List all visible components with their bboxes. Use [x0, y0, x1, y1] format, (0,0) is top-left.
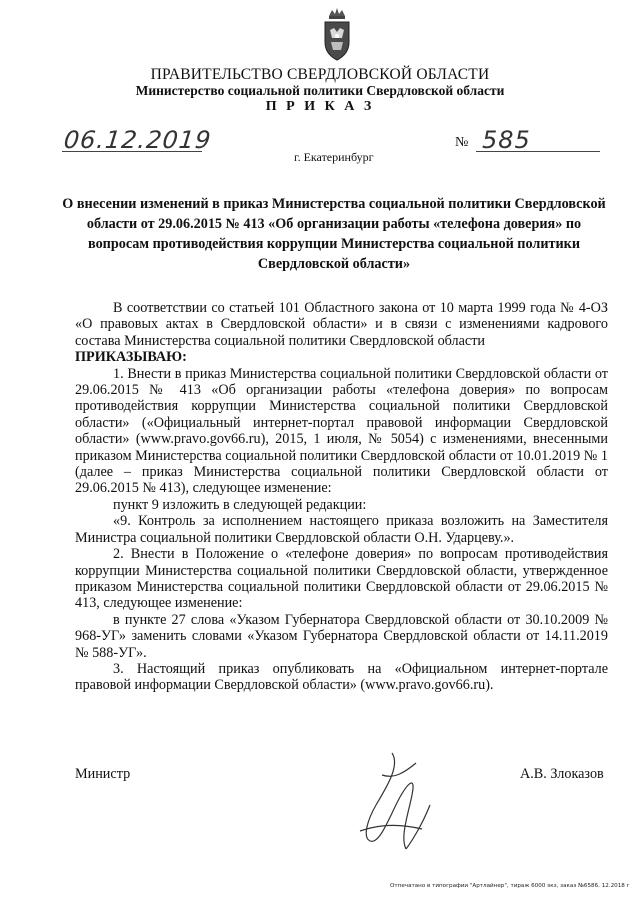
document-type: П Р И К А З — [265, 99, 375, 114]
document-date: 06.12.2019 — [62, 126, 213, 154]
item-1-sub: пункт 9 изложить в следующей редакции: — [113, 496, 367, 513]
document-body — [75, 300, 608, 694]
print-footer: Отпечатано в типографии "Артлайнер", тираж 6000 экз, заказ №6586. 12.2018 г — [390, 883, 630, 889]
item-1-quote: «9. Контроль за исполнением настоящего приказа возложить на Заместителя Министра социальной политики Свердловской области О.Н. Ударцеву.». — [75, 513, 608, 546]
ministry-title: Министерство социальной политики Свердловской области — [135, 83, 505, 98]
number-sign: № — [455, 135, 469, 150]
document-number: 585 — [482, 126, 531, 154]
number-underline — [476, 151, 600, 152]
document-subject: О внесении изменений в приказ Министерства социальной политики Свердловской области от 29.06.2015 № 413 «Об организации работы «телефона доверия» по вопросам противодействия коррупции Министерства социальной политики Свердловской области» — [62, 196, 606, 272]
item-3: 3. Настоящий приказ опубликовать на «Официальном интернет-портале правовой информации Свердловской области» (www.pravo.gov66.ru). — [75, 660, 608, 694]
city: г. Екатеринбург — [294, 150, 374, 164]
intro-paragraph: В соответствии со статьей 101 Областного закона от 10 марта 1999 года № 4-ОЗ «О правовых актах в Свердловской области» и в связи с изменениями кадрового состава Министерства социальной политики Свердловской области — [75, 300, 608, 349]
government-title: ПРАВИТЕЛЬСТВО СВЕРДЛОВСКОЙ ОБЛАСТИ — [150, 66, 490, 83]
order-word: ПРИКАЗЫВАЮ: — [75, 349, 187, 366]
signer-name: А.В. Злоказов — [520, 766, 604, 782]
item-2: 2. Внести в Положение о «телефоне доверия» по вопросам противодействия коррупции Министерства социальной политики Свердловской области, утвержденное приказом Министерства социальной политики Свердловской области от 29.06.2015 № 413, следующее изменение: — [75, 546, 608, 612]
handwritten-signature — [330, 745, 450, 865]
coat-of-arms-icon — [320, 6, 354, 64]
date-underline — [62, 151, 202, 152]
signer-position: Министр — [75, 766, 131, 782]
item-1: 1. Внести в приказ Министерства социальной политики Свердловской области от 29.06.2015 № 413 «Об организации работы «телефона доверия» по вопросам противодействия коррупции Министерства социальной политики Свердловской области» («Официальный интернет-портал правовой информации Свердловской области» (www.pravo.gov66.ru), 2015, 1 июля, № 5054) с изменениями, внесенными приказом Министерства социальной политики Свердловской области от 10.01.2019 № 1 (далее – приказ Министерства социальной политики Свердловской области от 29.06.2015 № 413), следующее изменение: — [75, 365, 608, 497]
item-2-sub: в пункте 27 слова «Указом Губернатора Свердловской области от 30.10.2009 № 968-УГ» заменить словами «Указом Губернатора Свердловской области от 14.11.2019 № 588-УГ». — [75, 611, 608, 661]
